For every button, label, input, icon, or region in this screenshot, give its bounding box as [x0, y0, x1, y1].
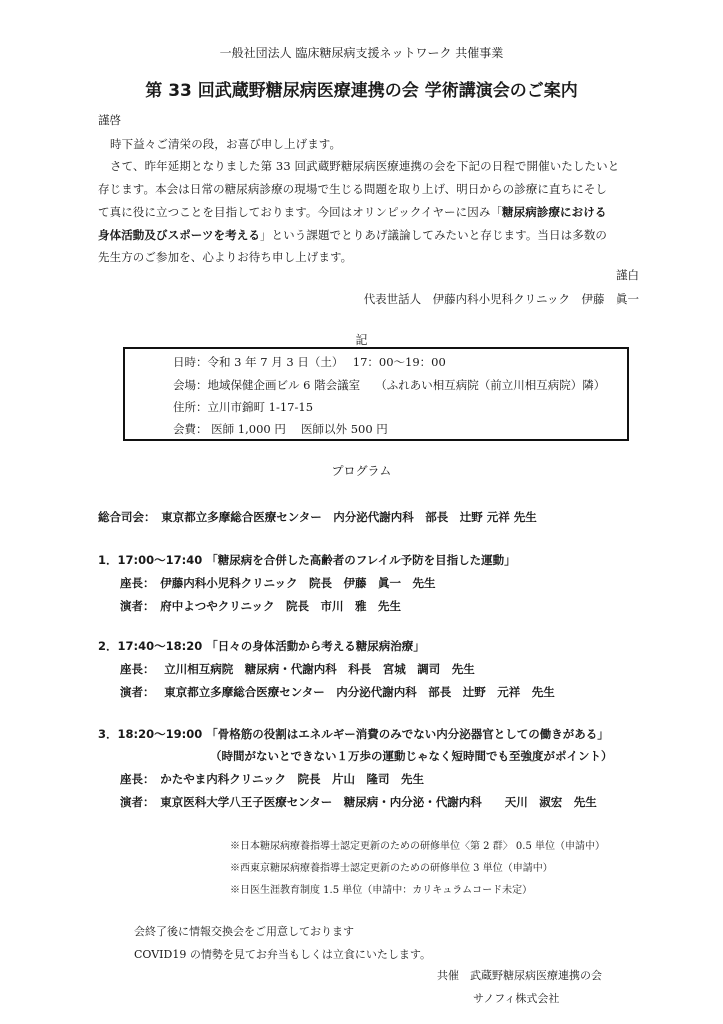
program-heading: プログラム: [331, 464, 392, 478]
theme-text-part2: 身体活動及びスポーツを考える: [98, 228, 260, 242]
event-datetime: 日時：令和 3 年 7 月 3 日（土） 17：00〜19：00: [173, 355, 446, 369]
salutation: 謹啓: [98, 113, 121, 127]
cosponsor-1: 共催 武蔵野糖尿病医療連携の会: [437, 969, 602, 982]
footer-covid-note: COVID19 の情勢を見てお弁当もしくは立食にいたします。: [134, 948, 431, 961]
overall-chair: 総合司会： 東京都立多摩総合医療センター 内分泌代謝内科 部長 辻野 元祥 先生: [98, 510, 537, 524]
cosponsor-2: サノフィ株式会社: [473, 992, 560, 1005]
body-line-5: 先生方のご参加を、心よりお待ち申し上げます。: [98, 250, 353, 264]
body-line-4: [98, 227, 607, 243]
program-item-1-chair: 座長： 伊藤内科小児科クリニック 院長 伊藤 眞一 先生: [120, 576, 436, 590]
greeting-paragraph: 時下益々ご清栄の段，お喜び申し上げます。: [110, 137, 342, 151]
body-line-3-text: て真に役に立つことを目指しております。今回はオリンピックイヤーに因み「: [98, 205, 503, 219]
program-item-2-title: 2．17:40〜18:20 「日々の身体活動から考える糖尿病治療」: [98, 639, 425, 653]
organizer-line: 一般社団法人 臨床糖尿病支援ネットワーク 共催事業: [219, 46, 504, 60]
program-item-3-subtitle: （時間がないとできない１万歩の運動じゃなく短時間でも至強度がポイント）: [210, 749, 613, 763]
program-item-3-title: 3．18:20〜19:00 「骨格筋の役割はエネルギー消費のみでない内分泌器官としての働きがある」: [98, 727, 609, 741]
program-item-1-speaker: 演者： 府中よつやクリニック 院長 市川 雅 先生: [120, 599, 402, 613]
closing: 謹白: [616, 268, 639, 282]
theme-text-part1: 糖尿病診療における: [502, 205, 607, 219]
credit-note-2: ※西東京糖尿病療養指導士認定更新のための研修単位 3 単位（申請中）: [230, 863, 553, 874]
program-item-2-speaker: 演者： 東京都立多摩総合医療センター 内分泌代謝内科 部長 辻野 元祥 先生: [120, 685, 555, 699]
representative: 代表世話人 伊藤内科小児科クリニック 伊藤 眞一: [363, 292, 639, 306]
body-line-4-text: 」という課題でとりあげ議論してみたいと存じます。当日は多数の: [259, 228, 608, 242]
ki-label: 記: [355, 333, 368, 347]
program-item-1-title: 1．17:00〜17:40 「糖尿病を合併した高齢者のフレイル予防を目指した運動」: [98, 553, 516, 567]
program-item-3-chair: 座長： かたやま内科クリニック 院長 片山 隆司 先生: [120, 772, 425, 786]
program-item-3-speaker: 演者： 東京医科大学八王子医療センター 糖尿病・内分泌・代謝内科 天川 淑宏 先生: [120, 795, 597, 809]
body-line-2: 存じます。本会は日常の糖尿病診療の現場で生じる問題を取り上げ、明日からの診療に直ちにそし: [98, 182, 608, 196]
footer-reception-note: 会終了後に情報交換会をご用意しております: [134, 925, 354, 938]
event-address: 住所：立川市錦町 1-17-15: [173, 400, 314, 414]
page-title: 第 33 回武蔵野糖尿病医療連携の会 学術講演会のご案内: [145, 81, 578, 101]
credit-note-1: ※日本糖尿病療養指導士認定更新のための研修単位〈第 2 群〉 0.5 単位（申請中）: [230, 841, 605, 852]
event-info-box: [123, 347, 629, 441]
credit-note-3: ※日医生涯教育制度 1.5 単位（申請中：カリキュラムコード未定）: [230, 885, 533, 896]
event-fee: 会費： 医師 1,000 円 医師以外 500 円: [173, 422, 388, 436]
body-line-3: [98, 204, 606, 220]
body-line-1: さて、昨年延期となりました第 33 回武蔵野糖尿病医療連携の会を下記の日程で開催いたしたいと: [110, 159, 620, 173]
program-item-2-chair: 座長： 立川相互病院 糖尿病・代謝内科 科長 宮城 調司 先生: [120, 662, 475, 676]
event-venue: 会場：地域保健企画ビル 6 階会議室 （ふれあい相互病院（前立川相互病院）隣）: [173, 378, 606, 392]
